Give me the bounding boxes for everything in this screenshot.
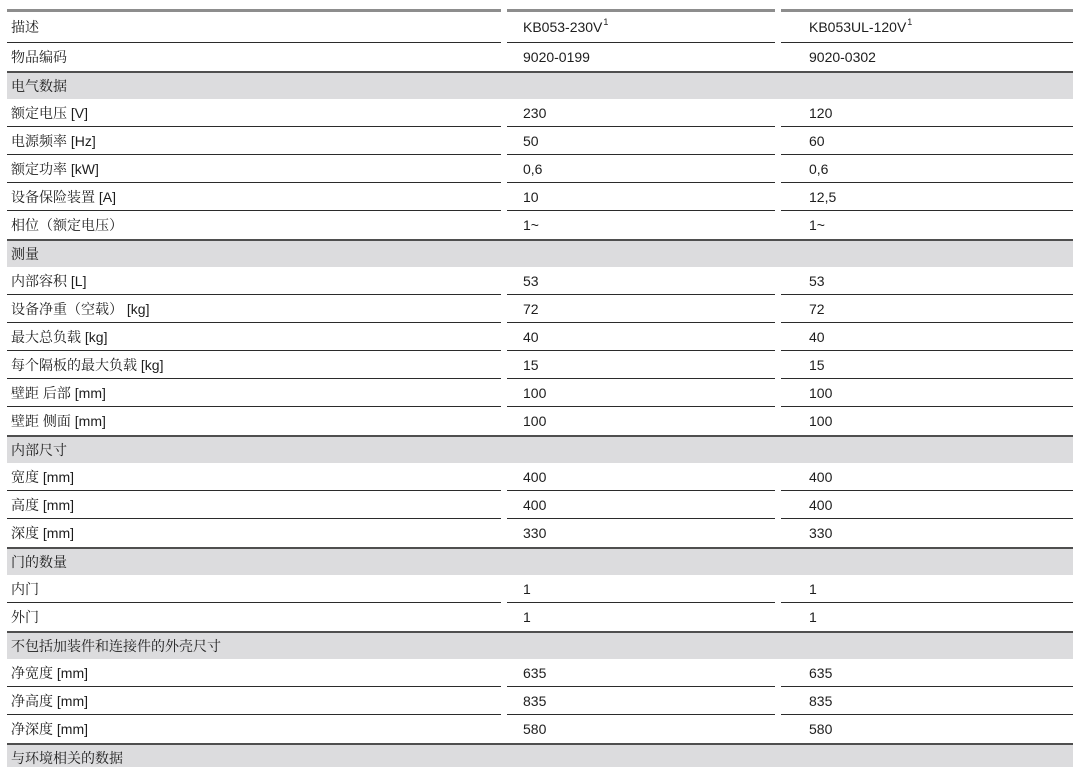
spec-value-model-1: 580 (523, 721, 547, 737)
spec-label: 外门 (11, 609, 39, 625)
spec-row (0, 211, 1073, 239)
header-model-2 (781, 9, 1073, 43)
section-header-row (7, 71, 1073, 99)
header-description-label: 描述 (7, 9, 501, 43)
spec-value-model-2: 635 (781, 659, 1073, 687)
spec-value-model-2: 330 (809, 525, 833, 541)
spec-value-model-1: 1 (523, 609, 531, 625)
spec-value-model-1: 1~ (523, 217, 539, 233)
spec-value-model-2: 12,5 (781, 183, 1073, 211)
spec-row (0, 99, 1073, 127)
spec-value-model-2: 400 (781, 491, 1073, 519)
spec-row (0, 687, 1073, 715)
spec-label: 额定电压 [V] (7, 99, 501, 127)
spec-value-model-1: 100 (523, 413, 547, 429)
spec-value-model-1: 50 (507, 127, 775, 155)
spec-row (0, 295, 1073, 323)
spec-value-model-2: 40 (781, 323, 1073, 351)
spec-value-model-2: 15 (781, 351, 1073, 379)
section-header-row (7, 547, 1073, 575)
spec-label: 内部容积 [L] (7, 267, 501, 295)
spec-label: 高度 [mm] (7, 491, 501, 519)
spec-table-body (0, 43, 1073, 767)
spec-row (0, 127, 1073, 155)
spec-label: 壁距 后部 [mm] (7, 379, 501, 407)
section-header-row (7, 239, 1073, 267)
spec-value-model-2: 100 (809, 413, 833, 429)
spec-label: 净高度 [mm] (7, 687, 501, 715)
table-header-row (0, 9, 1073, 43)
spec-value-model-1: 400 (507, 491, 775, 519)
spec-label: 相位（额定电压） (11, 217, 123, 233)
spec-value-model-2: 1 (809, 609, 817, 625)
section-title: 测量 (11, 246, 39, 262)
section-header-row (7, 435, 1073, 463)
spec-value-model-1: 10 (507, 183, 775, 211)
spec-label: 内门 (7, 575, 501, 603)
model-2-name: KB053UL-120V (809, 19, 907, 35)
spec-row (0, 463, 1073, 491)
spec-value-model-2: 53 (781, 267, 1073, 295)
spec-value-model-2: 72 (781, 295, 1073, 323)
spec-label: 物品编码 (11, 49, 67, 65)
model-1-footnote-marker: 1 (603, 16, 609, 27)
spec-label: 深度 [mm] (11, 525, 74, 541)
section-title: 内部尺寸 (11, 442, 67, 458)
spec-row (0, 379, 1073, 407)
spec-row (0, 407, 1073, 435)
spec-label: 宽度 [mm] (7, 463, 501, 491)
spec-label: 壁距 侧面 [mm] (11, 413, 106, 429)
spec-value-model-2: 1 (781, 575, 1073, 603)
spec-value-model-2: 835 (781, 687, 1073, 715)
spec-value-model-1: 40 (507, 323, 775, 351)
spec-value-model-1: 53 (507, 267, 775, 295)
spec-row (0, 323, 1073, 351)
spec-value-model-1: 0,6 (507, 155, 775, 183)
spec-row (0, 43, 1073, 71)
spec-value-model-2: 580 (809, 721, 833, 737)
spec-value-model-2: 9020-0302 (809, 49, 876, 65)
section-header-row (7, 631, 1073, 659)
spec-row (0, 267, 1073, 295)
section-title: 不包括加装件和连接件的外壳尺寸 (11, 638, 221, 654)
header-model-1 (507, 9, 775, 43)
spec-label: 净宽度 [mm] (7, 659, 501, 687)
spec-value-model-1: 9020-0199 (523, 49, 590, 65)
spec-row (0, 715, 1073, 743)
spec-value-model-2: 1~ (809, 217, 825, 233)
spec-value-model-1: 15 (507, 351, 775, 379)
spec-row (0, 183, 1073, 211)
spec-value-model-1: 100 (507, 379, 775, 407)
spec-value-model-1: 72 (507, 295, 775, 323)
spec-row (0, 603, 1073, 631)
model-1-name: KB053-230V (523, 19, 603, 35)
spec-row (0, 491, 1073, 519)
spec-value-model-1: 330 (523, 525, 547, 541)
section-title: 门的数量 (11, 554, 67, 570)
spec-label: 净深度 [mm] (11, 721, 88, 737)
spec-label: 每个隔板的最大负载 [kg] (7, 351, 501, 379)
spec-label: 额定功率 [kW] (7, 155, 501, 183)
spec-value-model-1: 230 (507, 99, 775, 127)
spec-row (0, 519, 1073, 547)
section-header-row (7, 743, 1073, 767)
spec-row (0, 351, 1073, 379)
spec-row (0, 155, 1073, 183)
spec-label: 电源频率 [Hz] (7, 127, 501, 155)
spec-value-model-1: 1 (507, 575, 775, 603)
spec-value-model-1: 400 (507, 463, 775, 491)
spec-value-model-2: 0,6 (781, 155, 1073, 183)
spec-row (0, 659, 1073, 687)
section-title: 与环境相关的数据 (11, 750, 123, 766)
spec-row (0, 575, 1073, 603)
model-2-footnote-marker: 1 (907, 16, 913, 27)
spec-value-model-2: 100 (781, 379, 1073, 407)
spec-label: 最大总负载 [kg] (7, 323, 501, 351)
spec-value-model-2: 60 (781, 127, 1073, 155)
spec-value-model-1: 835 (507, 687, 775, 715)
spec-label: 设备保险装置 [A] (7, 183, 501, 211)
spec-value-model-2: 120 (781, 99, 1073, 127)
spec-value-model-1: 635 (507, 659, 775, 687)
spec-label: 设备净重（空载） [kg] (7, 295, 501, 323)
section-title: 电气数据 (11, 78, 67, 94)
spec-value-model-2: 400 (781, 463, 1073, 491)
